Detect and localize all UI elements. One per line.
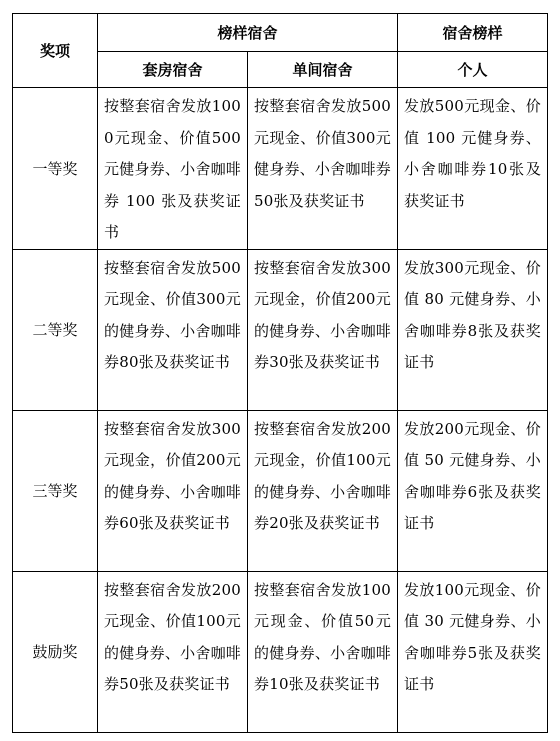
award-level-label: 鼓励奖 <box>13 571 98 732</box>
award-level-label: 三等奖 <box>13 410 98 571</box>
suite-prize-cell: 按整套宿舍发放200元现金、价值100元的健身券、小舍咖啡券50张及获奖证书 <box>98 571 248 732</box>
table-row <box>13 88 548 250</box>
header-suite: 套房宿舍 <box>98 52 248 88</box>
single-prize-cell: 按整套宿舍发放200元现金，价值100元的健身券、小舍咖啡券20张及获奖证书 <box>248 410 398 571</box>
header-group-individual: 宿舍榜样 <box>398 14 548 52</box>
person-prize-cell: 发放200元现金、价值 50 元健身券、小舍咖啡券6张及获奖证书 <box>398 410 548 571</box>
header-group-dorm: 榜样宿舍 <box>98 14 398 52</box>
award-level-label: 二等奖 <box>13 249 98 410</box>
person-prize-cell: 发放300元现金、价值 80 元健身券、小舍咖啡券8张及获奖证书 <box>398 249 548 410</box>
table-row <box>13 571 548 732</box>
person-prize-cell: 发放100元现金、价值 30 元健身券、小舍咖啡券5张及获奖证书 <box>398 571 548 732</box>
header-award-item: 奖项 <box>13 14 98 88</box>
table-row <box>13 410 548 571</box>
single-prize-cell: 按整套宿舍发放500元现金、价值300元健身券、小舍咖啡券50张及获奖证书 <box>248 88 398 250</box>
single-prize-cell: 按整套宿舍发放300元现金，价值200元的健身券、小舍咖啡券30张及获奖证书 <box>248 249 398 410</box>
single-prize-cell: 按整套宿舍发放100元现金、价值50元的健身券、小舍咖啡券10张及获奖证书 <box>248 571 398 732</box>
person-prize-cell: 发放500元现金、价值 100 元健身券、小舍咖啡券10张及获奖证书 <box>398 88 548 250</box>
header-row-group <box>13 14 548 52</box>
suite-prize-cell: 按整套宿舍发放300元现金，价值200元的健身券、小舍咖啡券60张及获奖证书 <box>98 410 248 571</box>
table-row <box>13 249 548 410</box>
header-single: 单间宿舍 <box>248 52 398 88</box>
award-level-label: 一等奖 <box>13 88 98 250</box>
awards-table <box>12 13 548 733</box>
suite-prize-cell: 按整套宿舍发放1000元现金、价值500元健身券、小舍咖啡券 100 张及获奖证书 <box>98 88 248 250</box>
suite-prize-cell: 按整套宿舍发放500元现金、价值300元的健身券、小舍咖啡券80张及获奖证书 <box>98 249 248 410</box>
header-person: 个人 <box>398 52 548 88</box>
